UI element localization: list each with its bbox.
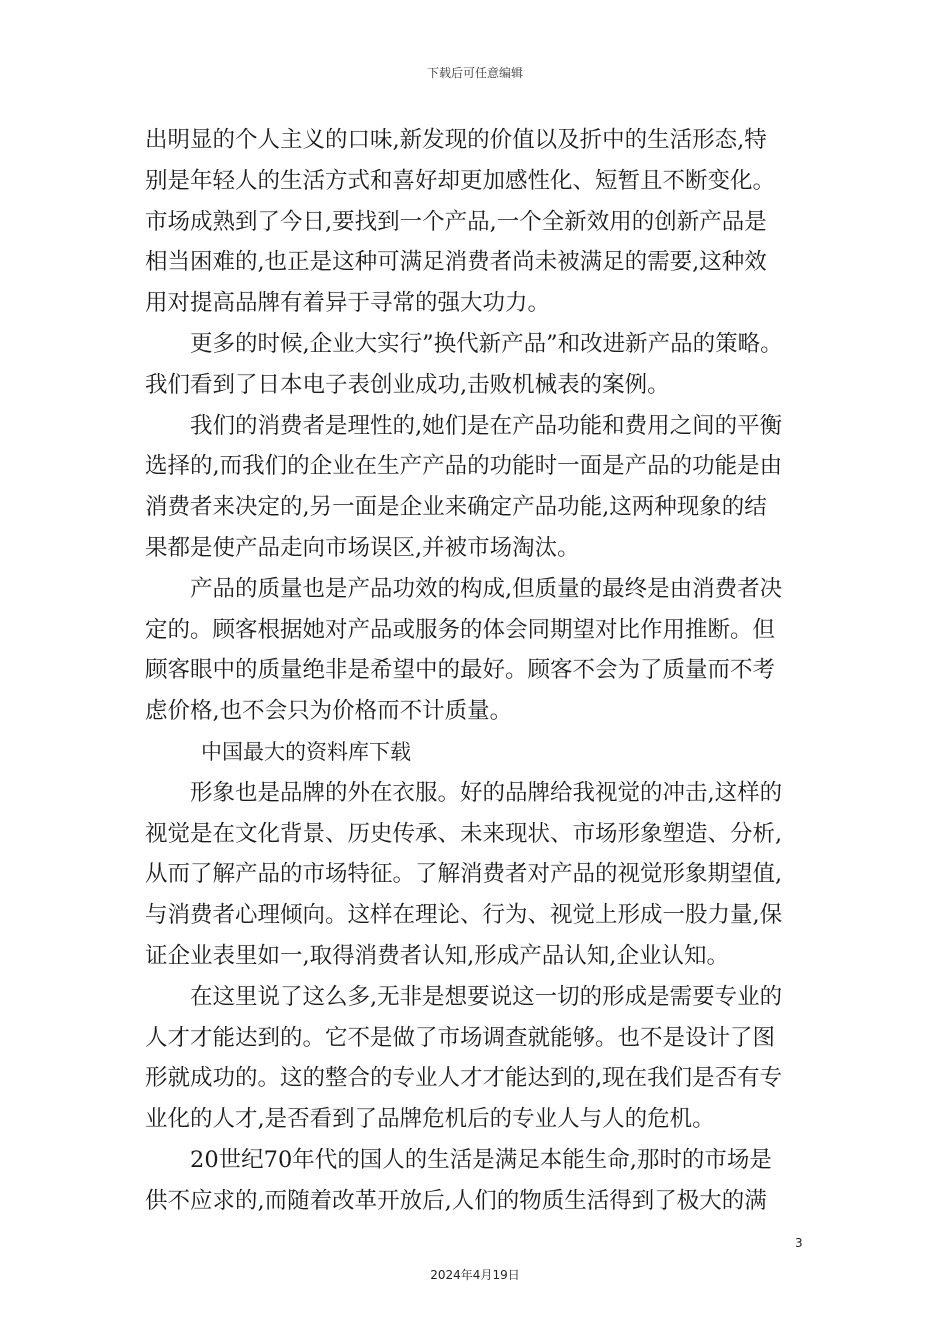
text-line: 视觉是在文化背景、历史传承、未来现状、市场形象塑造、分析, — [145, 820, 783, 847]
text-line: 我们的消费者是理性的,她们是在产品功能和费用之间的平衡 — [190, 412, 783, 439]
text-line: 证企业表里如一,取得消费者认知,形成产品认知,企业认知。 — [145, 942, 729, 969]
section-heading: 中国最大的资料库下载 — [201, 739, 411, 764]
text-line: 虑价格,也不会只为价格而不计质量。 — [145, 698, 513, 725]
page-header: 下载后可任意编辑 — [426, 66, 523, 80]
text-line: 产品的质量也是产品功效的构成,但质量的最终是由消费者决 — [190, 575, 783, 602]
text-line: 选择的,而我们的企业在生产产品的功能时一面是产品的功能是由 — [145, 453, 783, 480]
text-line: 别是年轻人的生活方式和喜好却更加感性化、短暂且不断变化。 — [145, 167, 776, 194]
text-line: 更多的时候,企业大实行”换代新产品”和改进新产品的策略。 — [190, 330, 783, 357]
text-line: 相当困难的,也正是这种可满足消费者尚未被满足的需要,这种效 — [145, 249, 767, 276]
text-line: 我们看到了日本电子表创业成功,击败机械表的案例。 — [145, 371, 670, 398]
text-line: 形象也是品牌的外在衣服。好的品牌给我视觉的冲击,这样的 — [190, 779, 783, 806]
page-number: 3 — [795, 1236, 803, 1250]
text-line: 消费者来决定的,另一面是企业来确定产品功能,这两种现象的结 — [145, 494, 767, 521]
text-line: 业化的人才,是否看到了品牌危机后的专业人与人的危机。 — [145, 1106, 715, 1133]
text-line: 定的。顾客根据她对产品或服务的体会同期望对比作用推断。但 — [145, 616, 776, 643]
text-line: 供不应求的,而随着改革开放后,人们的物质生活得到了极大的满 — [145, 1187, 767, 1214]
text-line: 顾客眼中的质量绝非是希望中的最好。顾客不会为了质量而不考 — [145, 657, 776, 684]
text-line: 从而了解产品的市场特征。了解消费者对产品的视觉形象期望值, — [145, 861, 783, 888]
text-line: 20世纪70年代的国人的生活是满足本能生命,那时的市场是 — [190, 1146, 772, 1173]
page-footer-date: 2024年4月19日 — [430, 1268, 520, 1282]
text-line: 人才才能达到的。它不是做了市场调查就能够。也不是设计了图 — [145, 1024, 776, 1051]
document-body — [145, 120, 810, 1222]
text-line: 形就成功的。这的整合的专业人才才能达到的,现在我们是否有专 — [145, 1065, 783, 1092]
text-line: 果都是使产品走向市场误区,并被市场淘汰。 — [145, 534, 580, 561]
text-line: 市场成熟到了今日,要找到一个产品,一个全新效用的创新产品是 — [145, 208, 767, 235]
text-line: 与消费者心理倾向。这样在理论、行为、视觉上形成一股力量,保 — [145, 902, 783, 929]
text-line: 出明显的个人主义的口味,新发现的价值以及折中的生活形态,特 — [145, 127, 767, 153]
text-line: 在这里说了这么多,无非是想要说这一切的形成是需要专业的 — [190, 983, 783, 1010]
text-line: 用对提高品牌有着异于寻常的强大功力。 — [145, 290, 551, 317]
